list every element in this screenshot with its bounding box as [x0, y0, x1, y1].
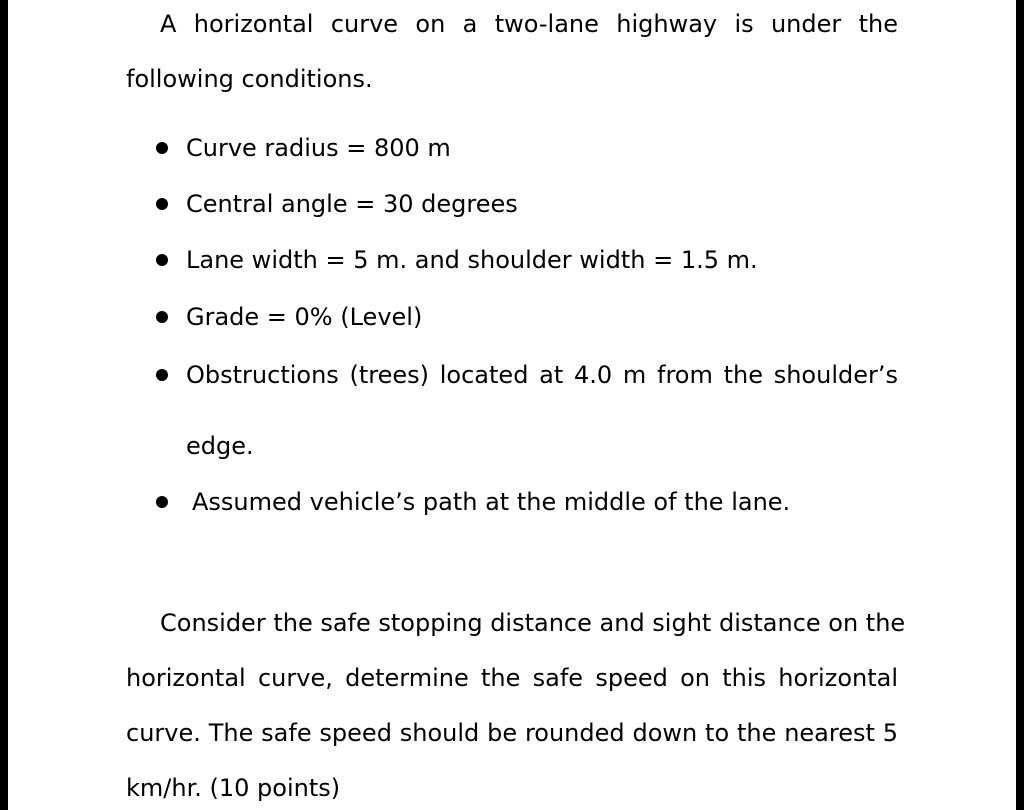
- question-line-3: curve. The safe speed should be rounded down to the nearest 5: [126, 719, 898, 747]
- condition-central-angle: Central angle = 30 degrees: [186, 190, 518, 218]
- bullet-icon: [156, 198, 168, 210]
- bullet-icon: [156, 142, 168, 154]
- bullet-icon: [156, 254, 168, 266]
- bullet-icon: [156, 369, 168, 381]
- condition-grade: Grade = 0% (Level): [186, 303, 423, 331]
- intro-line-2: following conditions.: [126, 65, 373, 93]
- bullet-icon: [156, 496, 168, 508]
- question-line-4: km/hr. (10 points): [126, 774, 341, 802]
- condition-curve-radius: Curve radius = 800 m: [186, 134, 451, 162]
- condition-obstructions-continued: edge.: [186, 432, 254, 460]
- condition-vehicle-path: Assumed vehicle’s path at the middle of the lane.: [192, 488, 791, 516]
- intro-line-1: A horizontal curve on a two-lane highway is under the: [160, 10, 898, 38]
- bullet-icon: [156, 311, 168, 323]
- question-line-2: horizontal curve, determine the safe speed on this horizontal: [126, 664, 898, 692]
- condition-lane-width: Lane width = 5 m. and shoulder width = 1.5 m.: [186, 246, 758, 274]
- condition-obstructions: Obstructions (trees) located at 4.0 m from the shoulder’s: [186, 361, 898, 389]
- question-line-1: Consider the safe stopping distance and sight distance on the: [160, 609, 906, 637]
- document-page: [8, 0, 1016, 810]
